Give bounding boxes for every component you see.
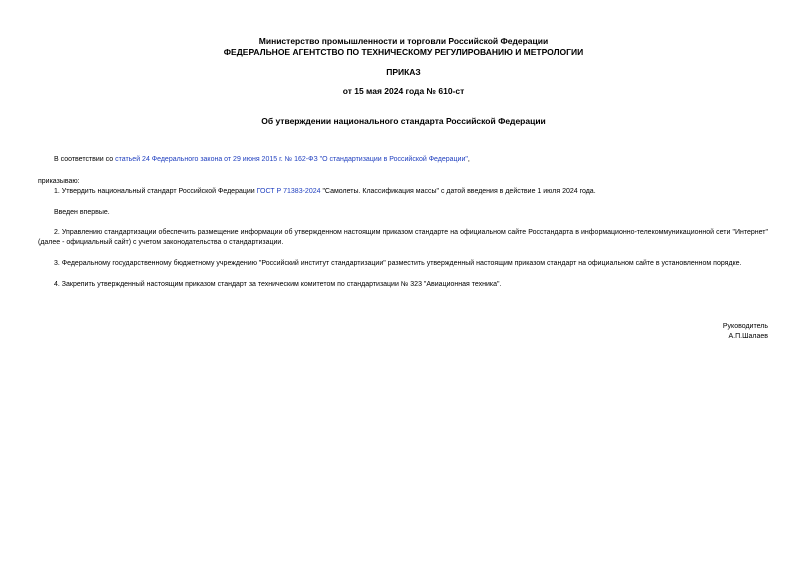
document-type: ПРИКАЗ — [386, 67, 421, 77]
item-1-suffix: "Самолеты. Классификация массы" с датой введения в действие 1 июля 2024 года. — [320, 188, 596, 195]
document-date-number: от 15 мая 2024 года № 610-ст — [342, 86, 465, 96]
document-title: Об утверждении национального стандарта Российской Федерации — [261, 116, 546, 126]
item-1-prefix: 1. Утвердить национальный стандарт Российской Федерации — [54, 188, 257, 195]
federal-law-link[interactable]: статьей 24 Федерального закона от 29 июня 2015 г. № 162-ФЗ "О стандартизации в Российской Федерации" — [115, 156, 468, 163]
agency-name: ФЕДЕРАЛЬНОЕ АГЕНТСТВО ПО ТЕХНИЧЕСКОМУ РЕГУЛИРОВАНИЮ И МЕТРОЛОГИИ — [223, 47, 584, 57]
preamble-prefix: В соответствии со — [54, 156, 116, 163]
signatory-role: Руководитель — [722, 323, 768, 330]
introduced-note: Введен впервые. — [54, 209, 110, 216]
item-2-paragraph: 2. Управлению стандартизации обеспечить размещение информации об утвержденном настоящим приказом стандарте на официальном сайте Росстандарта в информационно-телекоммуникационной сети "Интернет" (далее - официальный сайт) с учетом законодательства о стандартизации. — [38, 229, 768, 246]
item-4-paragraph: 4. Закрепить утвержденный настоящим приказом стандарт за техническим комитетом по стандартизации № 323 "Авиационная техника". — [54, 281, 502, 288]
preamble-suffix: , — [467, 156, 470, 163]
gost-link[interactable]: ГОСТ Р 71383-2024 — [256, 188, 321, 195]
ministry-name: Министерство промышленности и торговли Российской Федерации — [258, 36, 549, 46]
order-phrase: приказываю: — [38, 178, 80, 185]
signatory-name: А.П.Шалаев — [728, 333, 768, 340]
item-1-paragraph — [38, 187, 768, 197]
preamble-paragraph — [38, 155, 768, 165]
item-3-paragraph: 3. Федеральному государственному бюджетному учреждению "Российский институт стандартизации" разместить утвержденный настоящим приказом стандарт на официальном сайте в установленном порядке. — [54, 260, 742, 267]
